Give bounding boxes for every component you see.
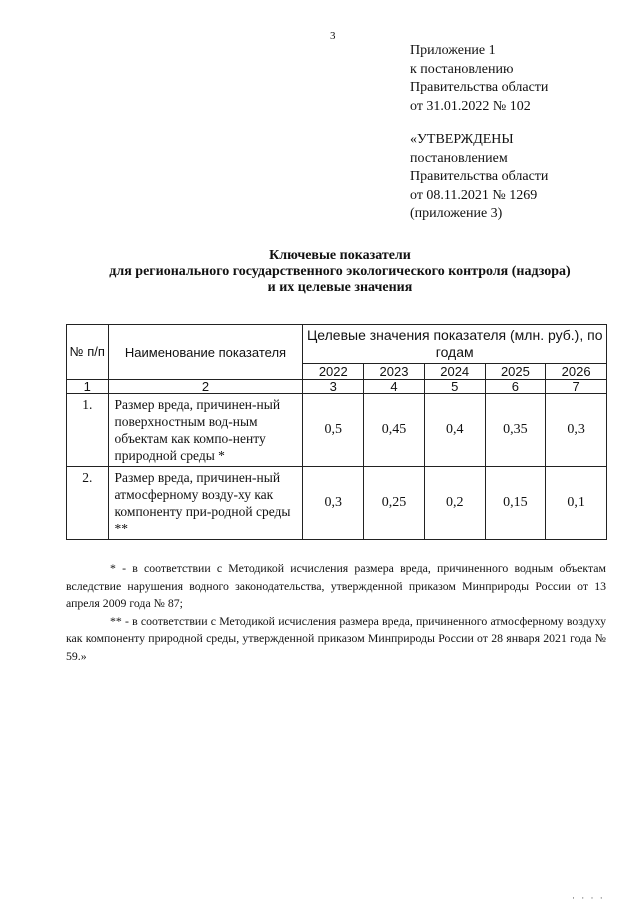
indicator-name: Размер вреда, причинен-ный поверхностным вод-ным объектам как компо-ненту природной среды * (108, 394, 303, 467)
footnote-2: ** - в соответствии с Методикой исчисления размера вреда, причиненного атмосферному воздуху как компоненту природной среды, утвержденной приказом Минприроды России от 28 января 2021 года № 59.» (66, 613, 606, 663)
title-line-1: Ключевые показатели (269, 248, 411, 263)
header-name: Наименование показателя (108, 325, 303, 380)
header-year: 2022 (303, 364, 364, 380)
row-number: 1. (67, 394, 109, 467)
approval-line: от 08.11.2021 № 1269 (410, 187, 538, 203)
approval-line: «УТВЕРЖДЕНЫ (410, 132, 514, 147)
header-year: 2026 (546, 364, 607, 380)
header-year: 2023 (364, 364, 425, 380)
scan-marks: · · · · (572, 893, 605, 903)
column-index: 6 (485, 380, 546, 394)
target-value: 0,1 (546, 467, 607, 540)
document-title (60, 248, 620, 296)
approval-line: Правительства области (410, 169, 549, 184)
column-index: 3 (303, 380, 364, 394)
indicator-name: Размер вреда, причинен-ный атмосферному возду-ху как компоненту при-родной среды ** (108, 467, 303, 540)
target-value: 0,45 (364, 394, 425, 467)
target-value: 0,3 (546, 394, 607, 467)
table-index-row (67, 380, 607, 394)
column-index: 1 (67, 380, 109, 394)
target-value: 0,35 (485, 394, 546, 467)
column-index: 2 (108, 380, 303, 394)
table-header-row (67, 325, 607, 364)
column-index: 4 (364, 380, 425, 394)
target-value: 0,3 (303, 467, 364, 540)
footnote-1: * - в соответствии с Методикой исчисления размера вреда, причиненного водным объектам вследствие нарушения водного законодательства, утвержденной приказом Минприроды России от 13 апреля 2009 года № 87; (66, 561, 606, 610)
appendix-line: от 31.01.2022 № 102 (410, 98, 531, 114)
appendix-line: Приложение 1 (410, 43, 496, 58)
appendix-block (410, 42, 548, 116)
header-year: 2024 (424, 364, 485, 380)
page-number: 3 (330, 30, 336, 42)
table-row (67, 394, 607, 467)
title-line-2: для регионального государственного экологического контроля (надзора) (109, 264, 571, 279)
header-year: 2025 (485, 364, 546, 380)
target-value: 0,25 (364, 467, 425, 540)
row-number: 2. (67, 467, 109, 540)
appendix-line: к постановлению (410, 61, 514, 77)
header-target-values: Целевые значения показателя (млн. руб.), по годам (303, 325, 607, 364)
footnotes (66, 560, 606, 665)
target-value: 0,15 (485, 467, 546, 540)
column-index: 5 (424, 380, 485, 394)
target-value: 0,5 (303, 394, 364, 467)
indicators-table (66, 324, 607, 540)
approval-line: (приложение 3) (410, 206, 503, 221)
title-line-3: и их целевые значения (267, 280, 413, 295)
header-num: № п/п (67, 325, 109, 380)
column-index: 7 (546, 380, 607, 394)
target-value: 0,4 (424, 394, 485, 467)
appendix-line: Правительства области (410, 80, 549, 95)
target-value: 0,2 (424, 467, 485, 540)
approval-block (410, 131, 548, 224)
table-row (67, 467, 607, 540)
approval-line: постановлением (410, 150, 508, 166)
